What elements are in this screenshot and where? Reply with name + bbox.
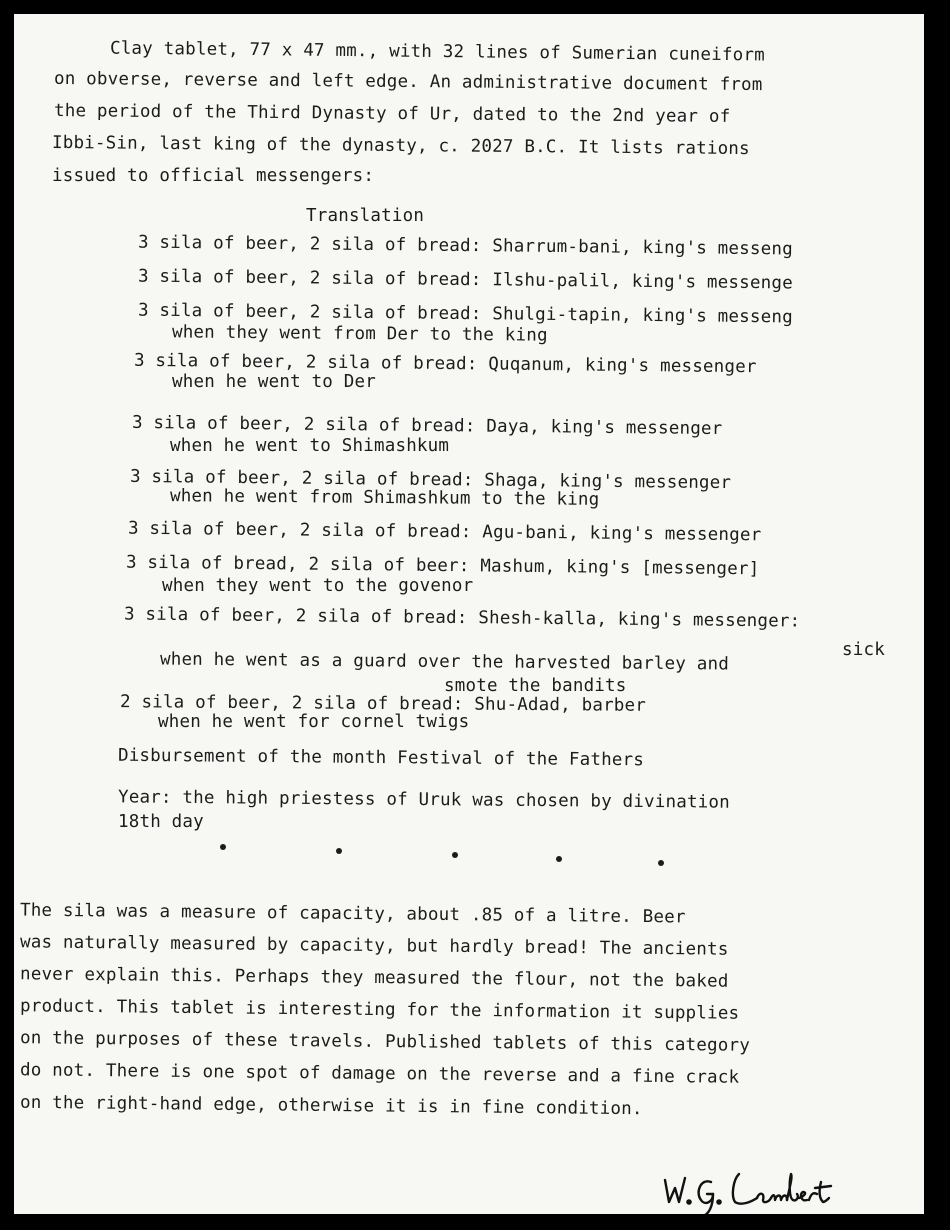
entry-line-8: when he went to Shimashkum bbox=[170, 436, 450, 456]
entry-line-2: 3 sila of beer, 2 sila of bread: Ilshu-palil, king's messenge bbox=[137, 266, 793, 294]
translation-heading: Translation bbox=[306, 206, 425, 226]
closing-line-3: 18th day bbox=[118, 812, 204, 832]
entry-note-sick: sick bbox=[842, 640, 885, 660]
notes-line-1: The sila was a measure of capacity, about .85 of a litre. Beer bbox=[19, 900, 686, 928]
entry-line-13: when they went to the govenor bbox=[162, 576, 474, 596]
notes-line-6: do not. There is one spot of damage on the reverse and a fine crack bbox=[19, 1060, 740, 1088]
entry-line-9: 3 sila of beer, 2 sila of bread: Shaga, king's messenger bbox=[129, 466, 732, 494]
separator-dot-5 bbox=[658, 860, 664, 866]
notes-line-2: was naturally measured by capacity, but hardly bread! The ancients bbox=[19, 932, 729, 960]
entry-line-6: when he went to Der bbox=[172, 372, 376, 392]
entry-line-15: when he went as a guard over the harvested barley and bbox=[159, 649, 730, 675]
separator-dot-1 bbox=[220, 844, 226, 850]
notes-line-3: never explain this. Perhaps they measured the flour, not the baked bbox=[19, 964, 729, 992]
entry-line-16: smote the bandits bbox=[444, 676, 627, 696]
entry-line-3: 3 sila of beer, 2 sila of bread: Shulgi-tapin, king's messeng bbox=[137, 300, 793, 328]
intro-line-4: Ibbi-Sin, last king of the dynasty, c. 2027 B.C. It lists rations bbox=[51, 132, 750, 160]
notes-line-5: on the purposes of these travels. Published tablets of this category bbox=[19, 1028, 751, 1056]
entry-line-17: 2 sila of beer, 2 sila of bread: Shu-Adad, barber bbox=[119, 692, 647, 716]
entry-line-18: when he went for cornel twigs bbox=[158, 712, 470, 732]
document-page bbox=[14, 14, 924, 1214]
separator-dot-4 bbox=[556, 856, 562, 862]
separator-dot-3 bbox=[452, 852, 458, 858]
closing-line-2: Year: the high priestess of Uruk was chosen by divination bbox=[117, 787, 731, 813]
entry-line-4: when they went from Der to the king bbox=[171, 322, 548, 346]
entry-line-10: when he went from Shimashkum to the king bbox=[169, 486, 600, 510]
closing-line-1: Disbursement of the month Festival of the Fathers bbox=[117, 745, 645, 771]
intro-line-2: on obverse, reverse and left edge. An administrative document from bbox=[53, 68, 763, 96]
entry-line-12: 3 sila of bread, 2 sila of beer: Mashum, king's [messenger] bbox=[125, 552, 760, 580]
separator-dot-2 bbox=[336, 848, 342, 854]
notes-line-7: on the right-hand edge, otherwise it is in fine condition. bbox=[19, 1092, 643, 1120]
handwritten-signature bbox=[659, 1162, 839, 1214]
entry-line-1: 3 sila of beer, 2 sila of bread: Sharrum-bani, king's messeng bbox=[137, 232, 793, 260]
entry-line-14: 3 sila of beer, 2 sila of bread: Shesh-kalla, king's messenger: bbox=[123, 604, 801, 632]
intro-line-5: issued to official messengers: bbox=[52, 166, 375, 186]
entry-line-5: 3 sila of beer, 2 sila of bread: Quqanum, king's messenger bbox=[133, 350, 757, 378]
notes-line-4: product. This tablet is interesting for the information it supplies bbox=[19, 996, 740, 1024]
intro-line-1: Clay tablet, 77 x 47 mm., with 32 lines of Sumerian cuneiform bbox=[109, 38, 765, 66]
intro-line-3: the period of the Third Dynasty of Ur, dated to the 2nd year of bbox=[53, 101, 731, 127]
entry-line-11: 3 sila of beer, 2 sila of bread: Agu-bani, king's messenger bbox=[127, 518, 762, 546]
entry-line-7: 3 sila of beer, 2 sila of bread: Daya, king's messenger bbox=[131, 412, 723, 440]
